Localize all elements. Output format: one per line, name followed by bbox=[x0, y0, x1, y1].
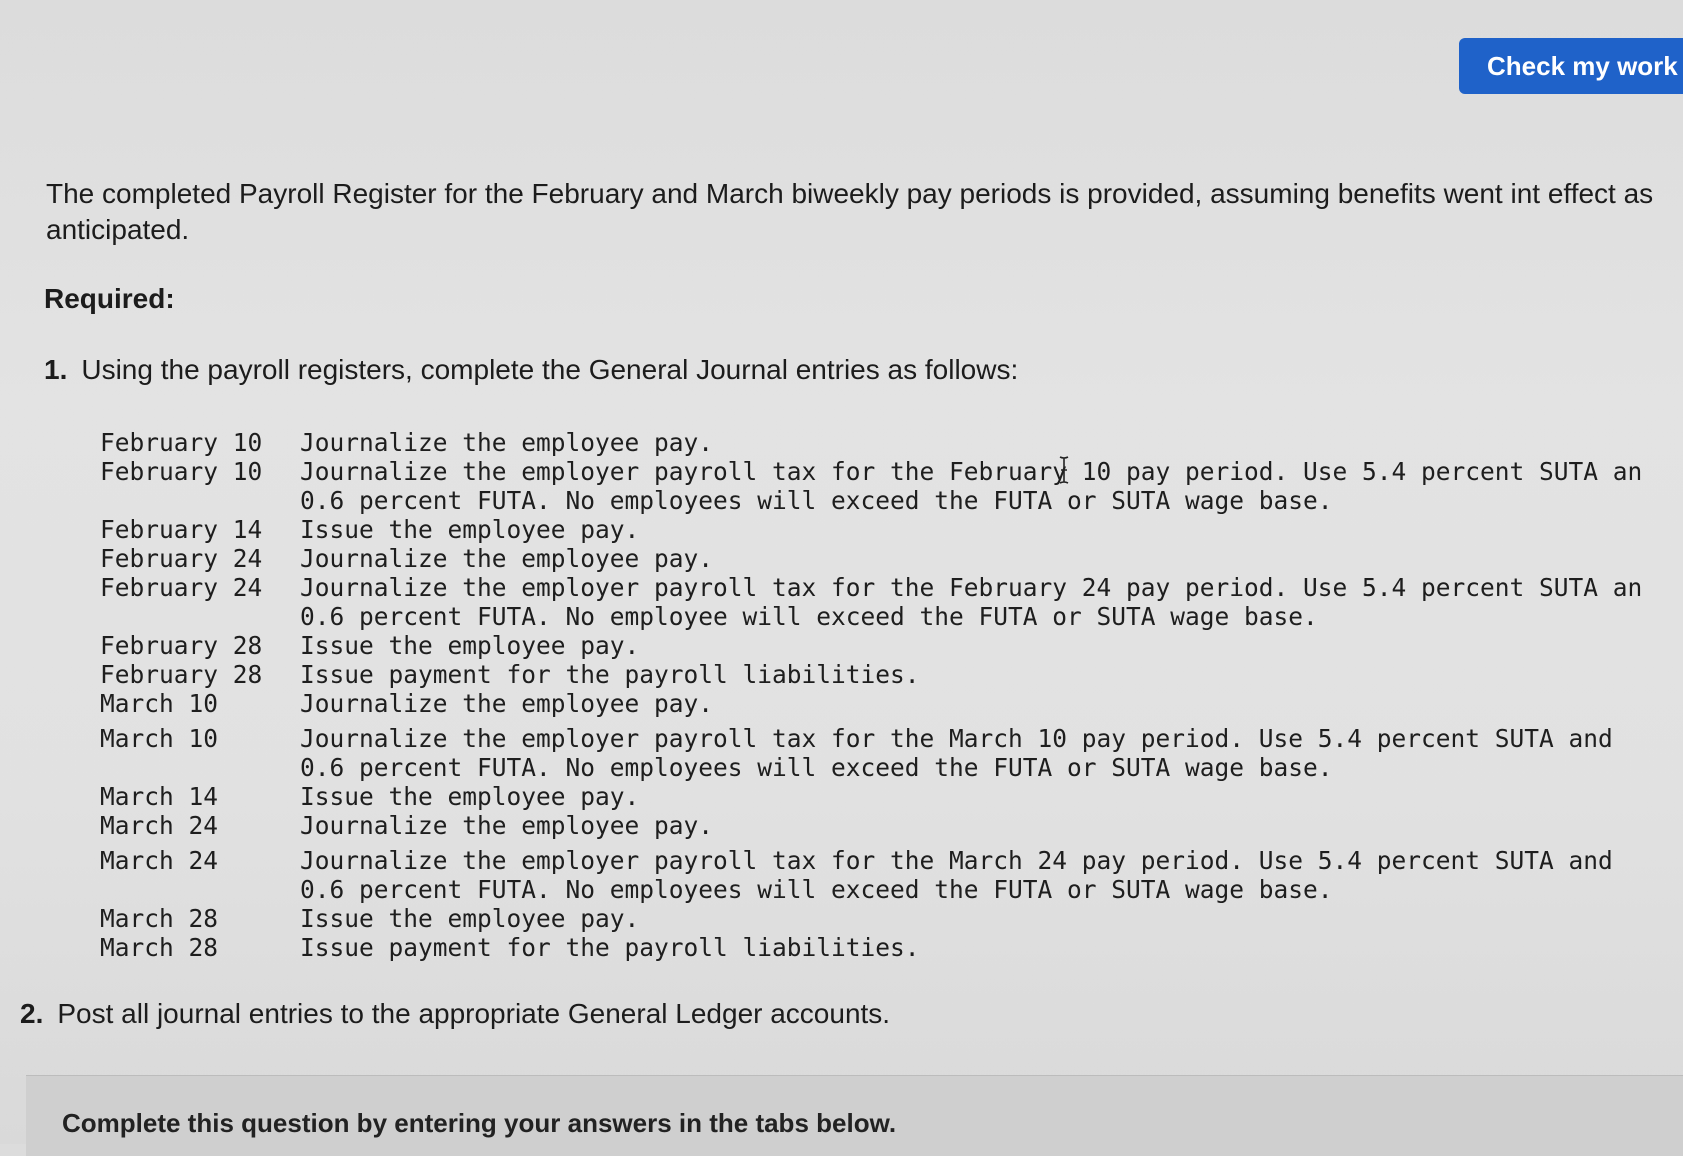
journal-entry-text: Journalize the employer payroll tax for the February 24 pay period. Use 5.4 percent SUTA an 0.6 percent FUTA. No employee will exceed the FUTA or SUTA wage base. bbox=[300, 573, 1643, 631]
journal-entry bbox=[100, 515, 1660, 544]
step-1 bbox=[44, 354, 1018, 386]
journal-entry-date: March 28 bbox=[100, 904, 219, 933]
step-2 bbox=[20, 998, 890, 1030]
journal-entry bbox=[100, 904, 1660, 933]
journal-entry-text: Issue payment for the payroll liabilities. bbox=[300, 933, 920, 962]
journal-entry-date: February 14 bbox=[100, 515, 263, 544]
journal-entry bbox=[100, 428, 1660, 457]
step-2-number: 2. bbox=[20, 998, 44, 1029]
journal-entry-text: Journalize the employer payroll tax for the March 10 pay period. Use 5.4 percent SUTA and 0.6 percent FUTA. No employees will exceed the FUTA or SUTA wage base. bbox=[300, 724, 1613, 782]
journal-entry-date: February 24 bbox=[100, 544, 263, 573]
journal-entry-text: Journalize the employer payroll tax for the February 10 pay period. Use 5.4 percent SUTA an 0.6 percent FUTA. No employees will exceed the FUTA or SUTA wage base. bbox=[300, 457, 1643, 515]
journal-entry-text: Issue the employee pay. bbox=[300, 782, 640, 811]
journal-entry-text: Journalize the employee pay. bbox=[300, 544, 714, 573]
journal-entry-text: Issue the employee pay. bbox=[300, 515, 640, 544]
text-cursor-icon bbox=[1058, 456, 1070, 484]
journal-entry-date: February 24 bbox=[100, 573, 263, 602]
journal-entry-text: Journalize the employee pay. bbox=[300, 811, 714, 840]
journal-entry bbox=[100, 457, 1660, 515]
journal-entry-date: February 28 bbox=[100, 660, 263, 689]
journal-entry-date: February 28 bbox=[100, 631, 263, 660]
journal-entry-text: Issue the employee pay. bbox=[300, 904, 640, 933]
journal-entry-date: March 24 bbox=[100, 846, 219, 875]
step-1-number: 1. bbox=[44, 354, 68, 385]
journal-entry bbox=[100, 782, 1660, 811]
journal-entry bbox=[100, 631, 1660, 660]
journal-entry-list bbox=[100, 428, 1660, 962]
journal-entry-date: February 10 bbox=[100, 428, 263, 457]
journal-entry bbox=[100, 811, 1660, 840]
journal-entry-date: March 28 bbox=[100, 933, 219, 962]
journal-entry bbox=[100, 689, 1660, 718]
journal-entry-date: March 14 bbox=[100, 782, 219, 811]
journal-entry-date: March 10 bbox=[100, 724, 219, 753]
required-heading: Required: bbox=[44, 283, 175, 314]
journal-entry-text: Issue the employee pay. bbox=[300, 631, 640, 660]
journal-entry bbox=[100, 573, 1660, 631]
step-2-text: Post all journal entries to the appropriate General Ledger accounts. bbox=[57, 998, 891, 1029]
check-my-work-button[interactable]: Check my work bbox=[1459, 38, 1683, 94]
journal-entry-text: Journalize the employee pay. bbox=[300, 689, 714, 718]
journal-entry bbox=[100, 544, 1660, 573]
journal-entry bbox=[100, 933, 1660, 962]
journal-entry-date: March 24 bbox=[100, 811, 219, 840]
journal-entry bbox=[100, 660, 1660, 689]
panel-instruction: Complete this question by entering your answers in the tabs below. bbox=[62, 1108, 897, 1138]
journal-entry bbox=[100, 846, 1660, 904]
journal-entry-text: Issue payment for the payroll liabilities. bbox=[300, 660, 920, 689]
step-1-text: Using the payroll registers, complete the General Journal entries as follows: bbox=[81, 354, 1019, 385]
journal-entry-text: Journalize the employer payroll tax for the March 24 pay period. Use 5.4 percent SUTA and 0.6 percent FUTA. No employees will exceed the FUTA or SUTA wage base. bbox=[300, 846, 1613, 904]
journal-entry-date: February 10 bbox=[100, 457, 263, 486]
journal-entry-text: Journalize the employee pay. bbox=[300, 428, 714, 457]
intro-paragraph: The completed Payroll Register for the February and March biweekly pay periods is provided, assuming benefits went int effect as anticipated. bbox=[46, 178, 1654, 245]
journal-entry bbox=[100, 724, 1660, 782]
journal-entry-date: March 10 bbox=[100, 689, 219, 718]
